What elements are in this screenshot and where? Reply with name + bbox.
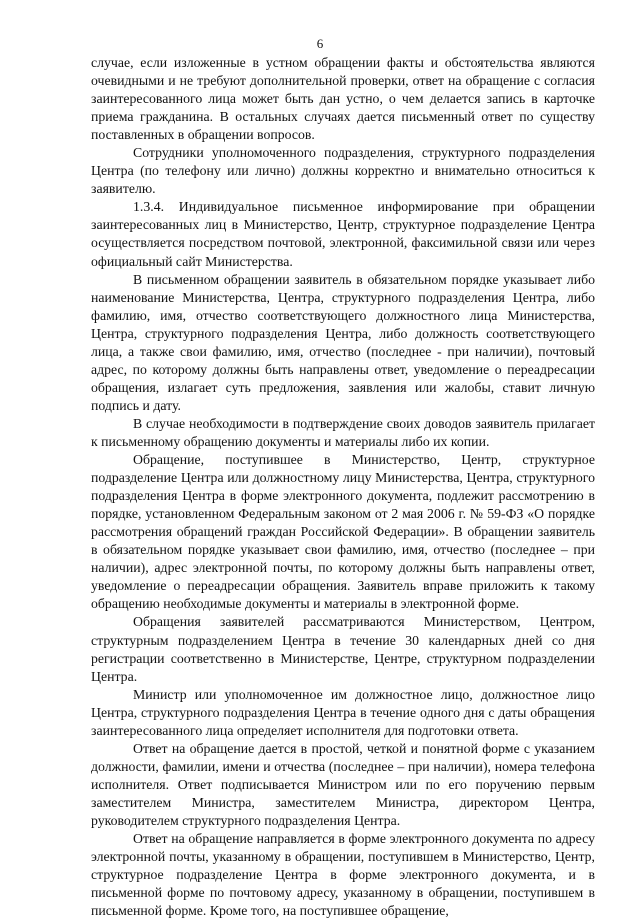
paragraph-response-form: Ответ на обращение дается в простой, четкой и понятной форме с указанием должности, фамилии, имени и отчества (последнее – при наличии), номера телефона исполнителя. Ответ подписывается Министром или по его поручению первым заместителем Министра, заместителем Министра, директором Центра, руководителем структурного подразделения Центра. (91, 740, 595, 828)
paragraph-response-delivery: Ответ на обращение направляется в форме электронного документа по адресу электронной почты, указанному в обращении, поступившем в Министерство, Центр, структурное подразделение Центра в форме электронного документа, и в письменной форме по почтовому адресу, указанному в обращении, поступившем в письменной форме. Кроме того, на поступившее обращение, (91, 831, 595, 919)
paragraph-continuation: случае, если изложенные в устном обращении факты и обстоятельства являются очевидными и не требуют дополнительной проверки, ответ на обращение с согласия заинтересованного лица может быть дан устно, о чем делается запись в карточке приема гражданина. В остальных случаях дается письменный ответ по существу поставленных в обращении вопросов. (91, 55, 595, 143)
paragraph-staff-conduct: Сотрудники уполномоченного подразделения, структурного подразделения Центра (по телефону или лично) должны корректно и внимательно относиться к заявителю. (91, 145, 595, 197)
paragraph-review-period: Обращения заявителей рассматриваются Министерством, Центром, структурным подразделением Центра в течение 30 календарных дней со дня регистрации соответственно в Министерстве, Центре, структурном подразделении Центра. (91, 614, 595, 684)
paragraph-executor-assignment: Министр или уполномоченное им должностное лицо, должностное лицо Центра, структурного подразделения Центра в течение одного дня с даты обращения заинтересованного лица определяет исполнителя для подготовки ответа. (91, 686, 595, 738)
paragraph-electronic-request: Обращение, поступившее в Министерство, Центр, структурное подразделение Центра или должностному лицу Министерства, Центра, структурного подразделения Центра в форме электронного документа, подлежит рассмотрению в порядке, установленном Федеральным законом от 2 мая 2006 г. № 59-ФЗ «О порядке рассмотрения обращений граждан Российской Федерации». В обращении заявитель в обязательном порядке указывает свои фамилию, имя, отчество (последнее – при наличии), адрес электронной почты, по которому должны быть направлены ответ, уведомление о переадресации обращения. Заявитель вправе приложить к такому обращению необходимые документы и материалы в электронной форме. (91, 452, 595, 612)
paragraph-attachments: В случае необходимости в подтверждение своих доводов заявитель прилагает к письменному обращению документы и материалы либо их копии. (91, 415, 595, 449)
document-body (91, 54, 595, 920)
paragraph-1-3-4-written-informing: 1.3.4. Индивидуальное письменное информирование при обращении заинтересованных лиц в Министерство, Центр, структурное подразделение Центра осуществляется посредством почтовой, электронной, факсимильной связи или через официальный сайт Министерства. (91, 199, 595, 269)
paragraph-written-request-requirements: В письменном обращении заявитель в обязательном порядке указывает либо наименование Министерства, Центра, структурного подразделения Центра, либо фамилию, имя, отчество соответствующего должностного лица Министерства, Центра, структурного подразделения Центра, либо должность соответствующего лица, а также свои фамилию, имя, отчество (последнее - при наличии), почтовый адрес, по которому должны быть направлены ответ, уведомление о переадресации обращения, излагает суть предложения, заявления или жалобы, ставит личную подпись и дату. (91, 271, 595, 413)
page-number: 6 (316, 36, 324, 51)
